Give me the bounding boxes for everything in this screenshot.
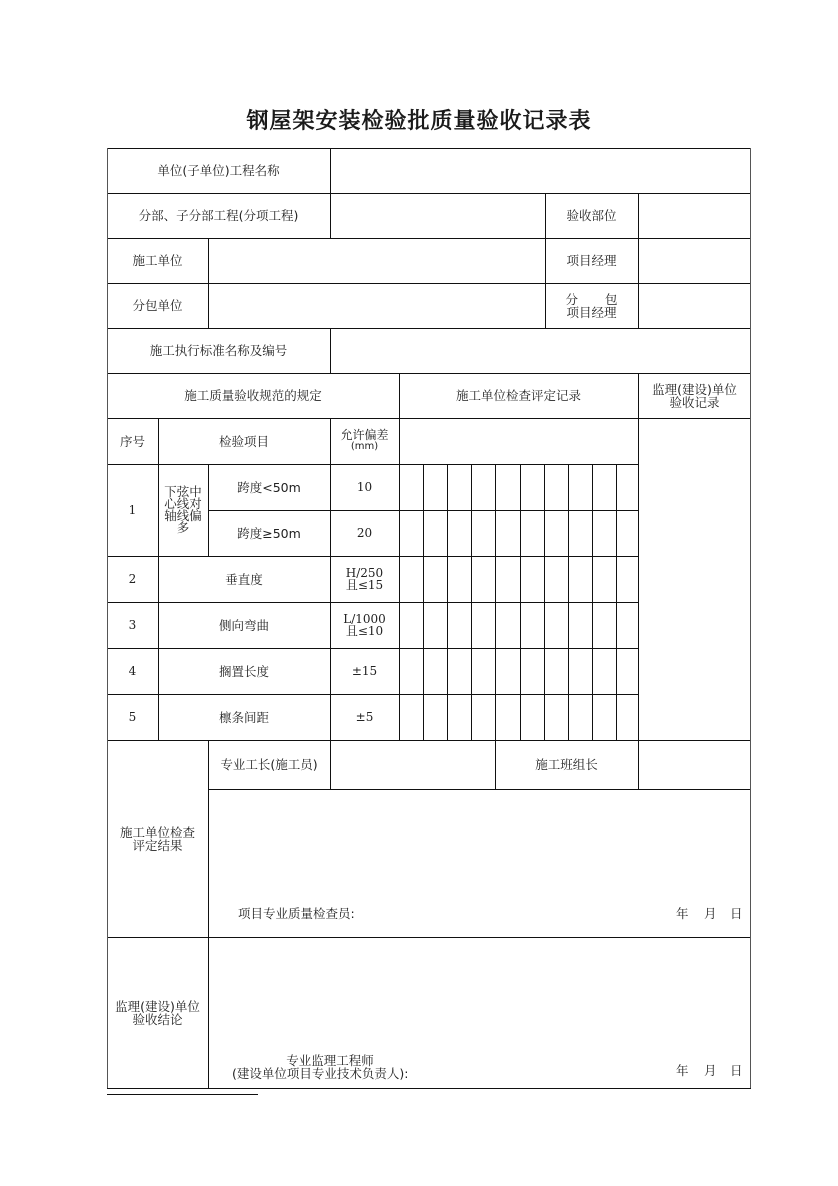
item-name: 搁置长度 — [218, 663, 269, 679]
contractor-result-label — [107, 740, 208, 937]
item-no: 1 — [128, 503, 137, 517]
inspector-label: 项目专业质量检查员: — [238, 906, 355, 921]
tolerance-header-line: 允许偏差 — [340, 428, 389, 442]
acceptance-part-label: 验收部位 — [566, 208, 617, 223]
spec-header: 施工质量验收规范的规定 — [184, 388, 322, 403]
supervisor-conclusion-label — [107, 937, 208, 1088]
tolerance-line: H/250 — [345, 566, 384, 580]
item-tolerance: 10 — [356, 480, 373, 494]
date-day: 日 — [730, 906, 743, 921]
foreman-label: 专业工长(施工员) — [220, 757, 318, 772]
subcontractor-field[interactable] — [208, 283, 545, 328]
contractor-field[interactable] — [208, 238, 545, 283]
date-day: 日 — [730, 1063, 743, 1078]
supervisor-record-field[interactable] — [638, 418, 751, 740]
sub-manager-field[interactable] — [638, 283, 751, 328]
check-record-header-blank — [399, 418, 638, 464]
item-name: 侧向弯曲 — [218, 617, 269, 633]
item-group-line: 心线对 — [164, 496, 202, 511]
standard-label: 施工执行标准名称及编号 — [149, 343, 288, 358]
date-month: 月 — [704, 1063, 717, 1078]
tolerance-line: 且≤10 — [345, 624, 384, 638]
engineer-line: 专业监理工程师 — [286, 1053, 374, 1068]
standard-field[interactable] — [330, 328, 751, 373]
item-name: 跨度<50m — [237, 479, 301, 495]
date-year: 年 — [676, 906, 689, 921]
sub-manager-label-part: 项目经理 — [566, 304, 617, 320]
date-year: 年 — [676, 1063, 689, 1078]
sub-manager-label-part: 分 — [565, 291, 579, 307]
engineer-line: (建设单位项目专业技术负责人): — [232, 1066, 409, 1081]
item-name: 垂直度 — [225, 571, 263, 587]
item-tolerance — [330, 602, 399, 648]
contractor-result-label-line: 评定结果 — [132, 837, 183, 853]
item-group-label — [158, 464, 208, 556]
item-no: 2 — [128, 572, 137, 586]
subdivision-field[interactable] — [330, 193, 545, 238]
sub-manager-label — [545, 283, 638, 328]
form-title: 钢屋架安装检验批质量验收记录表 — [246, 108, 592, 134]
project-manager-field[interactable] — [638, 238, 751, 283]
acceptance-part-field[interactable] — [638, 193, 751, 238]
subdivision-label: 分部、子分部工程(分项工程) — [138, 208, 299, 223]
item-no: 5 — [128, 710, 137, 724]
supervisor-conclusion-label-line: 验收结论 — [132, 1011, 183, 1027]
item-tolerance: 20 — [356, 526, 373, 540]
supervisor-record-header-line: 验收记录 — [669, 394, 720, 410]
contractor-label: 施工单位 — [132, 253, 183, 268]
supervisor-conclusion-label-line: 监理(建设)单位 — [115, 998, 200, 1014]
contractor-result-label-line: 施工单位检查 — [119, 824, 195, 840]
column-header-no: 序号 — [119, 433, 145, 449]
project-name-label: 单位(子单位)工程名称 — [157, 163, 280, 178]
column-header-tolerance — [330, 418, 399, 464]
item-name: 跨度≥50m — [237, 525, 301, 541]
subcontractor-label: 分包单位 — [132, 298, 183, 313]
item-group-line: 下弦中 — [164, 484, 202, 499]
sub-manager-label-part: 包 — [604, 291, 618, 307]
team-leader-field[interactable] — [638, 740, 751, 789]
item-tolerance — [330, 556, 399, 602]
item-group-line: 轴线偏 — [164, 508, 202, 523]
item-name: 檩条间距 — [218, 709, 269, 725]
check-record-grid[interactable] — [399, 464, 638, 740]
item-tolerance: ±15 — [351, 664, 378, 678]
item-no: 3 — [128, 618, 137, 632]
date-month: 月 — [704, 906, 717, 921]
supervisor-engineer-label — [232, 1054, 422, 1080]
supervisor-record-header — [638, 373, 751, 418]
tolerance-header-line: (mm) — [350, 441, 379, 452]
tolerance-line: 且≤15 — [345, 578, 384, 592]
item-tolerance: ±5 — [355, 710, 374, 724]
column-header-item: 检验项目 — [218, 433, 269, 449]
contractor-record-header: 施工单位检查评定记录 — [455, 388, 581, 403]
team-leader-label: 施工班组长 — [535, 757, 598, 772]
project-manager-label: 项目经理 — [566, 253, 617, 268]
foreman-field[interactable] — [330, 740, 495, 789]
tolerance-line: L/1000 — [343, 612, 386, 626]
supervisor-record-header-line: 监理(建设)单位 — [652, 381, 737, 397]
item-no: 4 — [128, 664, 137, 678]
project-name-field[interactable] — [330, 148, 751, 193]
item-group-line: 多 — [176, 520, 190, 535]
